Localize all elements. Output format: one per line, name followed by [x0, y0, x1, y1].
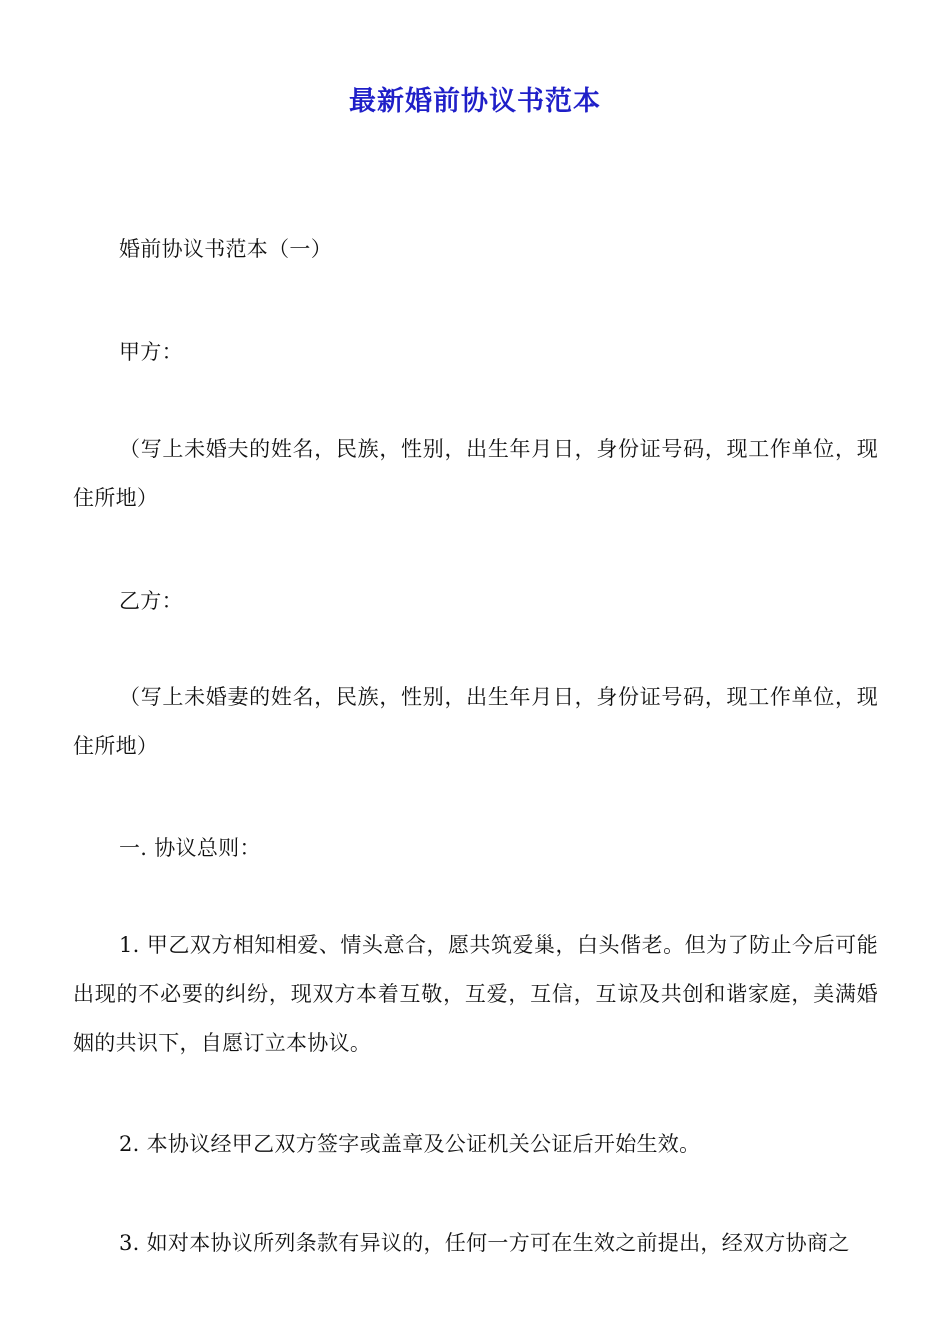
section-heading-1: 婚前协议书范本（一）: [119, 237, 332, 261]
clause-2: 2. 本协议经甲乙双方签字或盖章及公证机关公证后开始生效。: [119, 1132, 701, 1156]
clause-1: 1. 甲乙双方相知相爱、情头意合，愿共筑爱巢，白头偕老。但为了防止今后可能出现的不必要的纠纷，现双方本着互敬，互爱，互信，互谅及共创和谐家庭，美满婚姻的共识下，自愿订立本协议。: [73, 933, 878, 1055]
general-provisions-heading: 一. 协议总则：: [119, 836, 261, 860]
party-b-details: （写上未婚妻的姓名，民族，性别，出生年月日，身份证号码，现工作单位，现住所地）: [73, 685, 878, 758]
party-a-details: （写上未婚夫的姓名，民族，性别，出生年月日，身份证号码，现工作单位，现住所地）: [73, 437, 878, 510]
party-b-label: 乙方：: [119, 589, 183, 613]
document-title: 最新婚前协议书范本: [349, 86, 601, 117]
party-a-label: 甲方：: [119, 340, 183, 364]
clause-3: 3. 如对本协议所列条款有异议的，任何一方可在生效之前提出，经双方协商之: [119, 1231, 850, 1255]
